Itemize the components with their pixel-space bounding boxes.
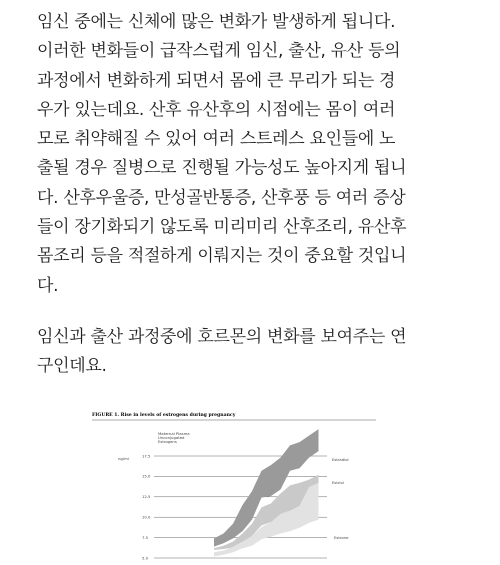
paragraph-1-line: 출될 경우 질병으로 진행될 가능성도 높아지게 됩니 [37,158,407,179]
paragraph-1-line: 다. 산후우울증, 만성골반통증, 산후풍 등 여러 증상 [37,187,406,208]
y-tick-label: 10.0 [142,514,151,520]
paragraph-1-line: 몸조리 등을 적절하게 이뤄지는 것이 중요할 것입니 [37,246,407,267]
paragraph-2-line: 임신과 출산 과정중에 호르몬의 변화를 보여주는 연 [37,327,407,347]
legend-line-2: Unconjugated [158,435,185,440]
y-tick-label: 12.5 [142,494,151,500]
paragraph-1-line: 과정에서 변화하게 되면서 몸에 큰 무리가 되는 경 [37,70,396,91]
y-tick-label: 15.0 [142,473,151,479]
paragraph-1-line: 다. [37,275,59,296]
figure-title: FIGURE 1. Rise in levels of estrogens during pregnancy [92,413,236,418]
paragraph-1-line: 우가 있는데요. 산후 유산후의 시점에는 몸이 여러 [37,99,396,120]
paragraph-1-line: 들이 장기화되기 않도록 미리미리 산후조리, 유산후 [37,217,407,238]
estrone-label: Estrone [334,535,349,540]
y-tick-label: 17.5 [142,453,151,459]
paragraph-1-line: 이러한 변화들이 급작스럽게 임신, 출산, 유산 등의 [37,41,401,62]
estrogen-figure [92,406,376,565]
paragraph-2-line: 구인데요. [37,356,107,377]
legend-line-3: Estrogens [158,439,177,444]
y-tick-label: 7.5 [142,534,149,540]
article-paragraph-2 [37,323,477,382]
article-paragraph-1 [37,8,477,301]
y-tick-label: 5.0 [142,555,149,561]
paragraph-1-line: 모로 취약해질 수 있어 여러 스트레스 요인들에 노 [37,129,396,150]
legend-line-1: Maternal Plasma [158,431,190,436]
estrogen-chart [92,406,376,565]
y-axis-unit: ng/ml [118,456,129,461]
estriol-label: Estriol [332,480,344,485]
estradiol-label: Estradiol [332,457,349,462]
paragraph-1-line: 임신 중에는 신체에 많은 변화가 발생하게 됩니다. [37,12,396,32]
